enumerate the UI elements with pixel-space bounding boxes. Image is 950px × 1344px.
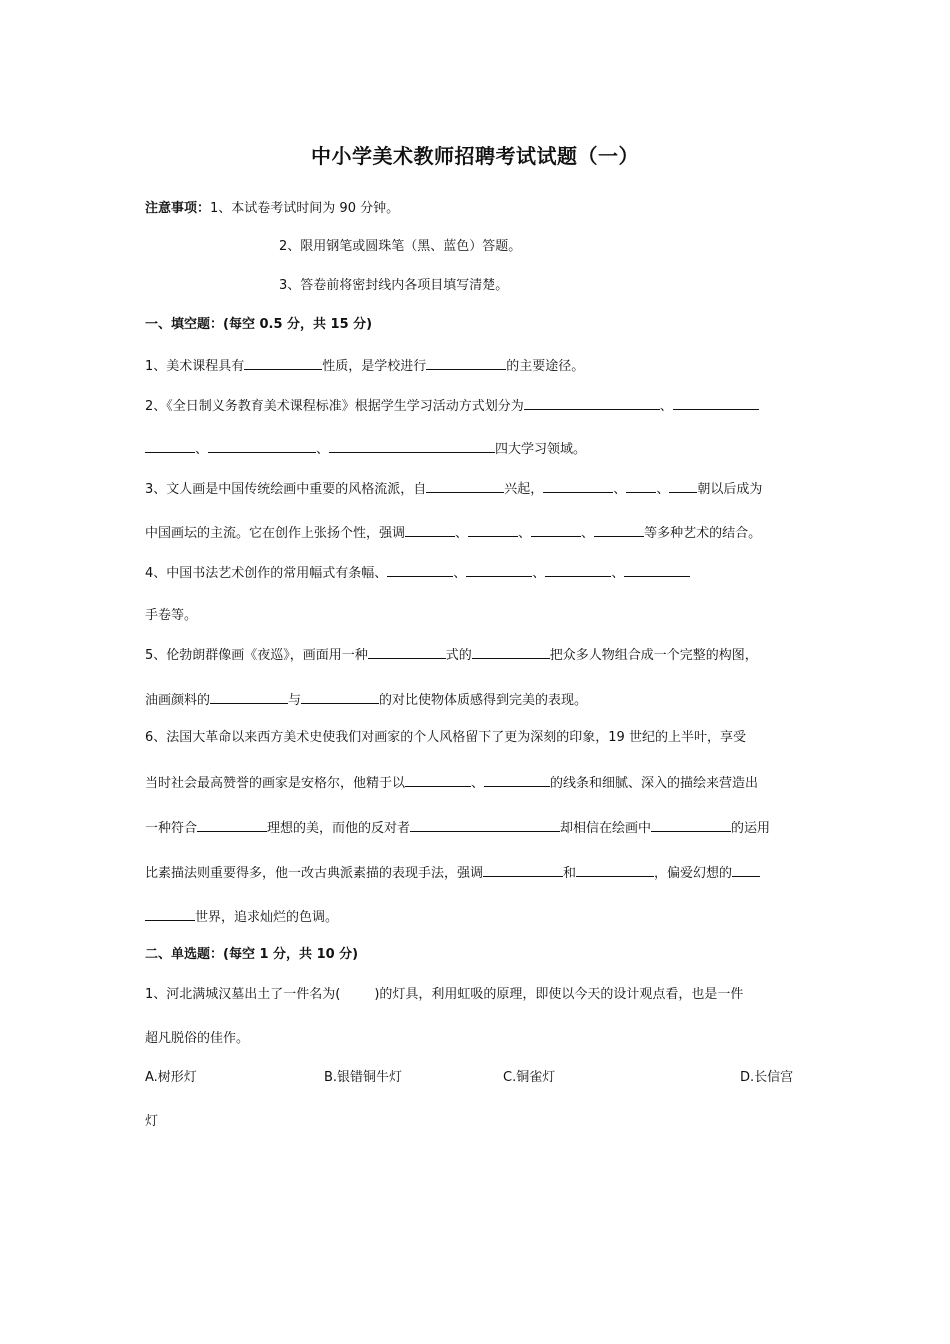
section-2-heading: 二、单选题：(每空 1 分，共 10 分) <box>145 947 359 962</box>
answer-blank[interactable] <box>543 479 613 493</box>
q-text: 、 <box>453 566 467 581</box>
answer-blank[interactable] <box>301 690 379 704</box>
answer-blank[interactable] <box>484 773 550 787</box>
q-text: 兴起， <box>504 482 544 497</box>
answer-blank[interactable] <box>673 396 759 410</box>
answer-blank[interactable] <box>669 479 697 493</box>
q-text: 、 <box>455 526 469 541</box>
q-text: 、 <box>581 526 595 541</box>
question-1-3-line-1 <box>145 479 805 499</box>
q-text: 式的 <box>445 648 472 663</box>
answer-blank[interactable] <box>545 563 611 577</box>
q-text: 油画颜料的 <box>145 693 211 708</box>
answer-blank[interactable] <box>472 645 550 659</box>
q-text: 当时社会最高赞誉的画家是安格尔，他精于以 <box>145 776 406 791</box>
option-b[interactable]: B.银错铜牛灯 <box>324 1070 403 1085</box>
answer-blank[interactable] <box>626 479 656 493</box>
answer-blank[interactable] <box>576 863 654 877</box>
answer-blank[interactable] <box>468 523 518 537</box>
question-1-6-line-2 <box>145 773 805 793</box>
q-text: 、 <box>316 442 330 457</box>
q-text: 3、文人画是中国传统绘画中重要的风格流派，自 <box>145 482 427 497</box>
notice-item-2: 2、限用钢笔或圆珠笔（黑、蓝色）答题。 <box>279 239 522 254</box>
q-text: 的运用 <box>731 821 771 836</box>
question-1-4-line-1 <box>145 563 805 583</box>
q-text: 、 <box>532 566 546 581</box>
question-1-5-line-2 <box>145 690 805 710</box>
question-2-1-line-1 <box>145 986 805 1004</box>
answer-blank[interactable] <box>210 690 288 704</box>
question-1-6-line-3 <box>145 818 805 838</box>
notice-item-1: 1、本试卷考试时间为 90 分钟。 <box>210 201 400 216</box>
q-text: 一种符合 <box>145 821 198 836</box>
answer-blank[interactable] <box>426 479 504 493</box>
answer-blank[interactable] <box>329 439 495 453</box>
q-text: 、 <box>659 399 673 414</box>
notice-item-3: 3、答卷前将密封线内各项目填写清楚。 <box>279 278 509 293</box>
answer-blank[interactable] <box>145 439 195 453</box>
q-text: )的灯具，利用虹吸的原理，即使以今天的设计观点看，也是一件 <box>374 987 744 1002</box>
q-text: ，偏爱幻想的 <box>654 866 733 881</box>
answer-blank[interactable] <box>405 523 455 537</box>
notice-line-1 <box>145 200 805 218</box>
question-2-1-line-2: 超凡脱俗的佳作。 <box>145 1031 250 1046</box>
answer-blank[interactable] <box>624 563 690 577</box>
q-text: 、 <box>471 776 485 791</box>
answer-blank[interactable] <box>208 439 316 453</box>
q-text: 比素描法则重要得多，他一改古典派素描的表现手法，强调 <box>145 866 484 881</box>
q-text: 2、《全日制义务教育美术课程标准》根据学生学习活动方式划分为 <box>145 399 524 414</box>
question-1-5-line-1 <box>145 645 805 665</box>
answer-blank[interactable] <box>405 773 471 787</box>
q-text: 的对比使物体质感得到完美的表现。 <box>379 693 588 708</box>
answer-blank[interactable] <box>524 396 660 410</box>
q-text: 朝以后成为 <box>697 482 763 497</box>
q-text: 、 <box>195 442 209 457</box>
answer-blank[interactable] <box>197 818 267 832</box>
q-text: 5、伦勃朗群像画《夜巡》，画面用一种 <box>145 648 368 663</box>
answer-blank[interactable] <box>387 563 453 577</box>
question-1-6-line-1: 6、法国大革命以来西方美术史使我们对画家的个人风格留下了更为深刻的印象，19 世纪的上半叶，享受 <box>145 730 746 745</box>
q-text: 却相信在绘画中 <box>560 821 652 836</box>
answer-blank[interactable] <box>410 818 560 832</box>
section-1-heading: 一、填空题：(每空 0.5 分，共 15 分) <box>145 317 373 332</box>
q-text: 世界，追求灿烂的色调。 <box>195 910 339 925</box>
question-1-6-line-5 <box>145 907 805 927</box>
option-a[interactable]: A.树形灯 <box>145 1070 197 1085</box>
q-text: 4、中国书法艺术创作的常用幅式有条幅、 <box>145 566 388 581</box>
q-text: 、 <box>611 566 625 581</box>
q-text: 、 <box>656 482 670 497</box>
page-title: 中小学美术教师招聘考试试题（一） <box>311 144 639 168</box>
answer-blank[interactable] <box>594 523 644 537</box>
question-1-6-line-4 <box>145 863 805 883</box>
question-1-4-line-2: 手卷等。 <box>145 608 198 623</box>
answer-blank[interactable] <box>368 645 446 659</box>
question-1-1 <box>145 356 805 376</box>
q-text: 和 <box>563 866 577 881</box>
answer-blank[interactable] <box>426 356 506 370</box>
answer-blank[interactable] <box>651 818 731 832</box>
q-text: 1、美术课程具有 <box>145 359 245 374</box>
q-text: 性质，是学校进行 <box>322 359 427 374</box>
q-text: 1、河北满城汉墓出土了一件名为( <box>145 987 341 1002</box>
answer-blank[interactable] <box>483 863 563 877</box>
q-text: 等多种艺术的结合。 <box>644 526 762 541</box>
question-1-3-line-2 <box>145 523 805 543</box>
q-text: 的线条和细腻、深入的描绘来营造出 <box>550 776 759 791</box>
question-1-2-line-1 <box>145 396 805 416</box>
q-text: 四大学习领域。 <box>495 442 587 457</box>
option-d[interactable]: D.长信宫 <box>740 1070 794 1085</box>
q-text: 理想的美，而他的反对者 <box>267 821 411 836</box>
answer-blank[interactable] <box>531 523 581 537</box>
q-text: 与 <box>288 693 302 708</box>
q-text: 、 <box>518 526 532 541</box>
question-1-2-line-2 <box>145 439 805 459</box>
answer-blank[interactable] <box>244 356 322 370</box>
option-d-wrap: 灯 <box>145 1114 159 1129</box>
q-text: 、 <box>613 482 627 497</box>
notice-label: 注意事项： <box>145 201 211 216</box>
answer-blank[interactable] <box>466 563 532 577</box>
q-text: 的主要途径。 <box>506 359 585 374</box>
answer-blank[interactable] <box>145 907 195 921</box>
q-text: 中国画坛的主流。它在创作上张扬个性，强调 <box>145 526 406 541</box>
option-c[interactable]: C.铜雀灯 <box>503 1070 556 1085</box>
q-text: 把众多人物组合成一个完整的构图， <box>549 648 758 663</box>
answer-blank[interactable] <box>732 863 760 877</box>
